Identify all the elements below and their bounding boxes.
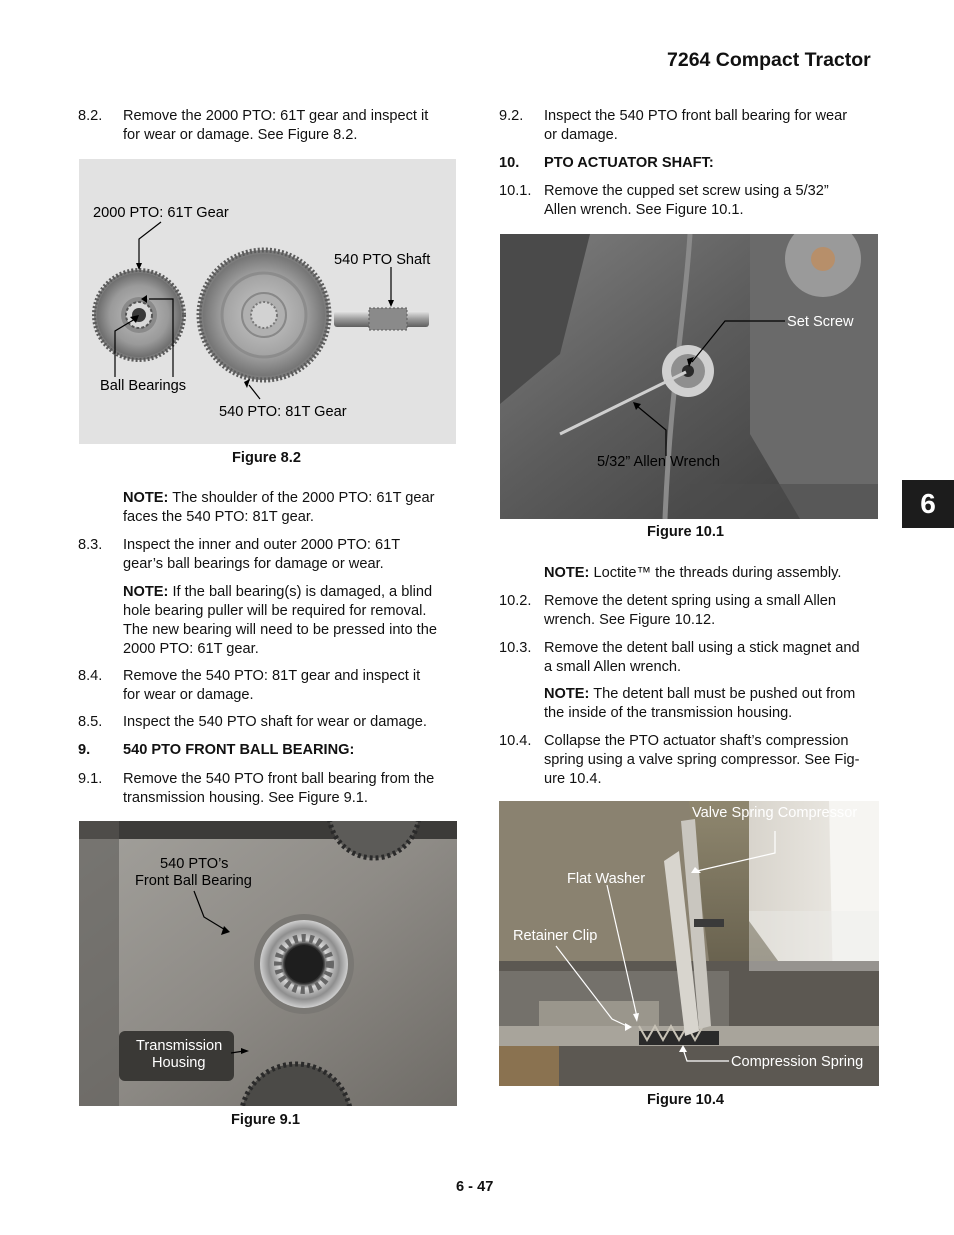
label-61t-gear: 2000 PTO: 61T Gear [93,205,229,221]
note-shoulder: NOTE: The shoulder of the 2000 PTO: 61T gear faces the 540 PTO: 81T gear. [123,490,435,525]
step-number: 10.2. [499,593,532,609]
step-text: Remove the cupped set screw using a 5/32” Allen wrench. See Figure 10.1. [544,183,829,218]
note-detent-ball: NOTE: The detent ball must be pushed out from the inside of the transmission housing. [544,686,856,721]
label-valve-spring-compressor: Valve Spring Compressor [692,805,858,821]
step-number: 10.4. [499,733,532,749]
section-number: 10. [499,155,520,171]
label-ball-bearings: Ball Bearings [100,378,186,394]
section-number: 9. [78,742,91,758]
label-allen-wrench: 5/32” Allen Wrench [597,454,721,470]
step-text: Inspect the 540 PTO shaft for wear or damage. [123,714,427,730]
page-number: 6 - 47 [456,1179,494,1195]
step-number: 8.4. [78,668,103,684]
step-8-5 [78,713,478,733]
step-number: 8.3. [78,537,103,553]
chapter-tab: 6 [902,480,954,528]
label-front-ball-bearing-2: Front Ball Bearing [135,873,252,889]
figure-10-1-photo [500,234,878,519]
section-title: 540 PTO FRONT BALL BEARING: [123,742,355,758]
step-10-3 [499,639,899,679]
step-text: Collapse the PTO actuator shaft’s compression spring using a valve spring compressor. See Fig- ure 10.4. [544,733,860,787]
step-10-4 [499,732,899,792]
label-transmission-housing-1: Transmission [136,1038,223,1054]
step-10-1 [499,182,899,222]
figure-10-1-caption: Figure 10.1 [647,524,725,540]
label-transmission-housing-2: Housing [152,1055,206,1071]
step-text: Remove the 540 PTO front ball bearing from the transmission housing. See Figure 9.1. [123,771,435,806]
figure-8-2-photo [79,159,456,444]
step-number: 8.2. [78,108,103,124]
step-text: Remove the 540 PTO: 81T gear and inspect it for wear or damage. [123,668,421,703]
step-8-4 [78,667,478,707]
label-set-screw: Set Screw [787,314,854,330]
label-540-pto-shaft: 540 PTO Shaft [334,252,431,268]
step-number: 9.1. [78,771,103,787]
figure-10-4-caption: Figure 10.4 [647,1092,725,1108]
step-8-2 [78,107,478,147]
note-bearing-damaged: NOTE: If the ball bearing(s) is damaged, a blind hole bearing puller will be required for removal. The new bearing will need to be pressed into the 2000 PTO: 61T gear. [123,584,437,657]
figure-9-1-caption: Figure 9.1 [231,1112,300,1128]
step-number: 8.5. [78,714,103,730]
label-front-ball-bearing-1: 540 PTO’s [160,856,229,872]
step-8-3 [78,536,478,576]
step-number: 10.1. [499,183,532,199]
label-81t-gear: 540 PTO: 81T Gear [219,404,347,420]
section-9-heading [78,741,478,761]
step-text: Inspect the 540 PTO front ball bearing for wear or damage. [544,108,848,143]
label-compression-spring: Compression Spring [731,1054,864,1070]
step-9-2 [499,107,899,147]
page-header-title: 7264 Compact Tractor [667,49,871,71]
note-loctite: NOTE: Loctite™ the threads during assembly. [544,565,842,581]
figure-10-4-photo [499,801,879,1086]
step-text: Inspect the inner and outer 2000 PTO: 61T gear’s ball bearings for damage or wear. [123,537,401,572]
figure-8-2-caption: Figure 8.2 [232,450,301,466]
step-number: 9.2. [499,108,524,124]
step-text: Remove the detent ball using a stick magnet and a small Allen wrench. [544,640,860,675]
step-text: Remove the 2000 PTO: 61T gear and inspect it for wear or damage. See Figure 8.2. [123,108,429,143]
section-10-heading [499,154,899,174]
label-retainer-clip: Retainer Clip [513,928,598,944]
step-10-2 [499,592,899,632]
step-number: 10.3. [499,640,532,656]
label-flat-washer: Flat Washer [567,871,646,887]
step-9-1 [78,770,478,810]
step-text: Remove the detent spring using a small Allen wrench. See Figure 10.12. [544,593,837,628]
section-title: PTO ACTUATOR SHAFT: [544,155,714,171]
figure-9-1-photo [79,821,457,1106]
